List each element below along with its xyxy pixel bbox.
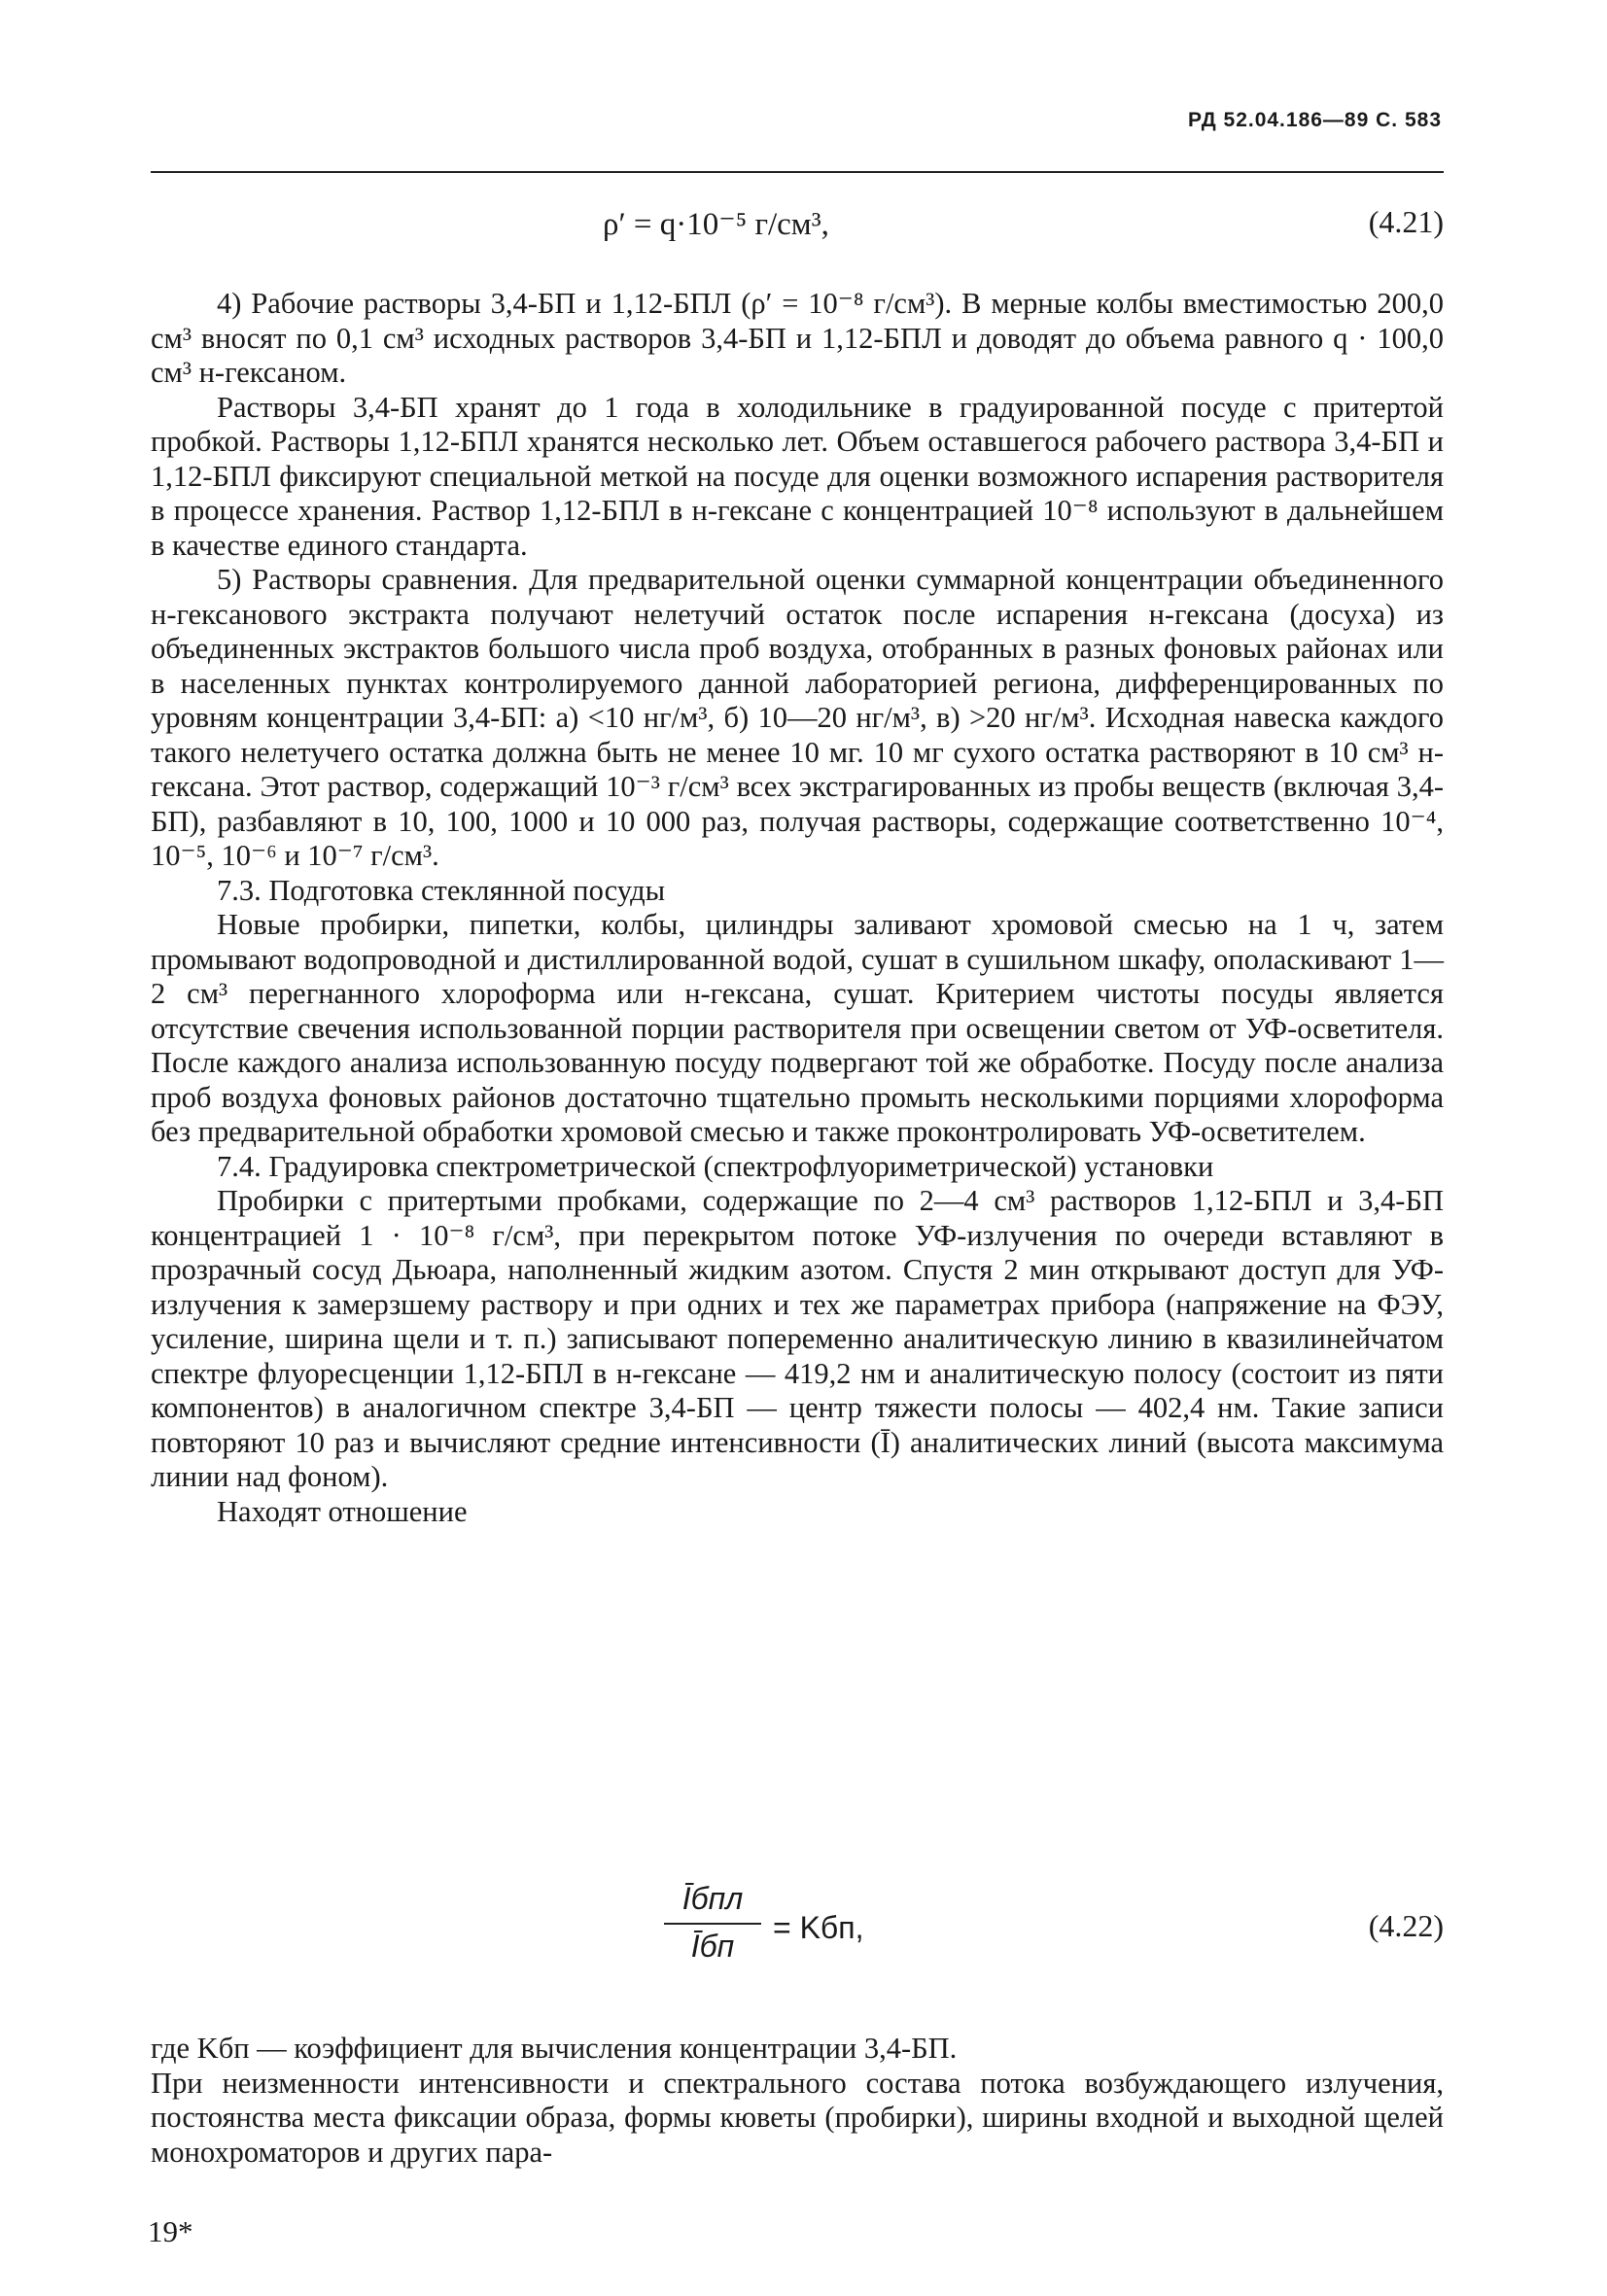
equation-4-21 bbox=[151, 204, 1444, 262]
body-text-after-equation bbox=[151, 2032, 1444, 2170]
fraction-denominator: Īбп bbox=[690, 1929, 735, 1964]
equation-4-21-number: (4.21) bbox=[1368, 204, 1444, 239]
equation-4-21-body: ρ′ = q·10⁻⁵ г/см³, bbox=[603, 207, 829, 242]
equation-4-22-number: (4.22) bbox=[1368, 1908, 1444, 1943]
paragraph: Пробирки с притертыми пробками, содержащие по 2—4 см³ растворов 1,12-БПЛ и 3,4-БП концентрацией 1 · 10⁻⁸ г/см³, при перекрытом потоке УФ-излучения по очереди вставляют в прозрачный сосуд Дьюара, наполненный жидким азотом. Спустя 2 мин открывают доступ для УФ-излучения к замерзшему раствору и при одних и тех же параметрах прибора (напряжение на ФЭУ, усиление, ширина щели и т. п.) записывают попеременно аналитическую линию в квазилинейчатом спектре флуоресценции 1,12-БПЛ в н-гексане — 419,2 нм и аналитическую полосу (состоит из пяти компонентов) в аналогичном спектре 3,4-БП — центр тяжести полосы — 402,4 нм. Такие записи повторяют 10 раз и вычисляют средние интенсивности (Ī) аналитических линий (высота максимума линии над фоном). bbox=[151, 1184, 1444, 1493]
paragraph: Растворы 3,4-БП хранят до 1 года в холодильнике в градуированной посуде с притертой пробкой. Растворы 1,12-БПЛ хранятся несколько лет. Объем оставшегося рабочего раствора 3,4-БП и 1,12-БПЛ фиксируют специальной меткой на посуде для оценки возможного испарения растворителя в процессе хранения. Раствор 1,12-БПЛ в н-гексане с концентрацией 10⁻⁸ используют в дальнейшем в качестве единого стандарта. bbox=[151, 390, 1444, 562]
paragraph: Новые пробирки, пипетки, колбы, цилиндры заливают хромовой смесью на 1 ч, затем промывают водопроводной и дистиллированной водой, сушат в сушильном шкафу, ополаскивают 1—2 см³ перегнанного хлороформа или н-гексана, сушат. Критерием чистоты посуды является отсутствие свечения использованной порции растворителя при освещении светом от УФ-осветителя. После каждого анализа использованную посуду подвергают той же обработке. Посуду после анализа проб воздуха фоновых районов достаточно тщательно промыть несколькими порциями хлороформа без предварительной обработки хромовой смесью и также проконтролировать УФ-осветителем. bbox=[151, 908, 1444, 1148]
section-heading-7-3: 7.3. Подготовка стеклянной посуды bbox=[217, 873, 666, 907]
fraction-numerator: Īбпл bbox=[681, 1881, 744, 1916]
paragraph: где Kбп — коэффициент для вычисления концентрации 3,4-БП. bbox=[151, 2032, 958, 2065]
paragraph: При неизменности интенсивности и спектрального состава потока возбуждающего излучения, постоянства места фиксации образа, формы кюветы (пробирки), ширины входной и выходной щелей монохроматоров и других пара- bbox=[151, 2066, 1444, 2169]
equation-4-22 bbox=[151, 1881, 1444, 1998]
equation-4-22-rhs: = Kбп, bbox=[773, 1910, 864, 1945]
section-heading-7-4: 7.4. Градуировка спектрометрической (спектрофлуориметрической) установки bbox=[217, 1149, 1214, 1183]
paragraph: Находят отношение bbox=[217, 1494, 468, 1528]
paragraph: 4) Рабочие растворы 3,4-БП и 1,12-БПЛ (ρ′ = 10⁻⁸ г/см³). В мерные колбы вместимостью 200,0 см³ вносят по 0,1 см³ исходных растворов 3,4-БП и 1,12-БПЛ и доводят до объема равного q · 100,0 см³ н-гексаном. bbox=[151, 287, 1444, 389]
running-header: РД 52.04.186—89 С. 583 bbox=[1188, 109, 1442, 131]
paragraph: 5) Растворы сравнения. Для предварительной оценки суммарной концентрации объединенного н-гексанового экстракта получают нелетучий остаток после испарения н-гексана (досуха) из объединенных экстрактов большого числа проб воздуха, отобранных в разных фоновых районах или в населенных пунктах контролируемого данной лабораторией региона, дифференцированных по уровням концентрации 3,4-БП: а) <10 нг/м³, б) 10—20 нг/м³, в) >20 нг/м³. Исходная навеска каждого такого нелетучего остатка должна быть не менее 10 мг. 10 мг сухого остатка растворяют в 10 см³ н-гексана. Этот раствор, содержащий 10⁻³ г/см³ всех экстрагированных из пробы веществ (включая 3,4-БП), разбавляют в 10, 100, 1000 и 10 000 раз, получая растворы, содержащие соответственно 10⁻⁴, 10⁻⁵, 10⁻⁶ и 10⁻⁷ г/см³. bbox=[151, 563, 1444, 872]
signature-mark: 19* bbox=[148, 2214, 193, 2248]
fraction bbox=[664, 1881, 761, 1965]
header-rule bbox=[151, 171, 1444, 173]
body-text bbox=[151, 287, 1444, 1529]
